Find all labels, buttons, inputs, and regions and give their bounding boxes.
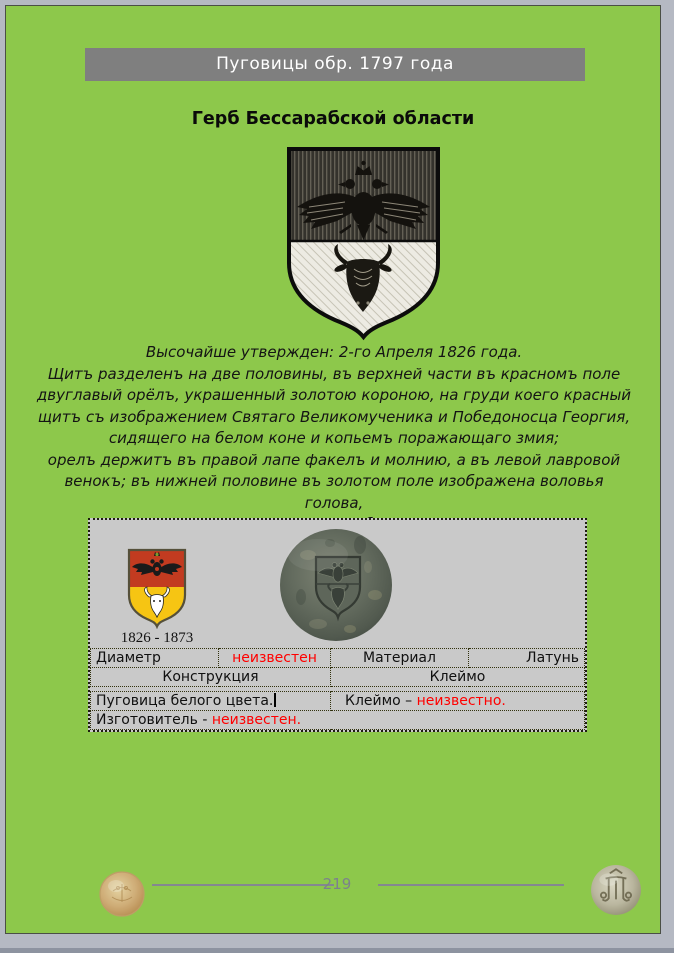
stamp-value-cell xyxy=(331,692,585,711)
material-value: Латунь xyxy=(469,649,585,668)
footer-rule-right xyxy=(378,884,564,886)
table-row xyxy=(91,711,585,730)
button-info-panel xyxy=(88,518,587,732)
production-years: 1826 - 1873 xyxy=(120,630,194,646)
construction-value-cell[interactable] xyxy=(91,692,331,711)
silver-button-photo xyxy=(590,864,642,916)
maker-prefix: Изготовитель - xyxy=(96,712,212,728)
material-label: Материал xyxy=(331,649,469,668)
panel-media-row xyxy=(90,520,585,648)
stamp-value: неизвестно. xyxy=(416,693,506,709)
bessarabia-arms-engraving-icon xyxy=(285,145,442,341)
catalog-page xyxy=(5,5,661,934)
construction-value: Пуговица белого цвета. xyxy=(96,693,274,709)
maker-value: неизвестен. xyxy=(211,712,302,728)
diameter-label: Диаметр xyxy=(91,649,219,668)
table-row xyxy=(91,692,585,711)
stamp-header: Клеймо xyxy=(331,668,585,687)
gold-button-photo xyxy=(99,871,145,917)
section-title: Пуговицы обр. 1797 года xyxy=(216,54,454,74)
section-title-bar xyxy=(85,48,585,81)
stamp-value-prefix: Клеймо – xyxy=(345,693,417,709)
description-line: орелъ держитъ въ правой лапе факелъ и молнию, а въ левой лавровой xyxy=(47,450,621,469)
description-line: щитъ съ изображением Святаго Великомученика и Победоносца Георгия, xyxy=(37,407,631,426)
table-row xyxy=(91,668,585,687)
arms-description xyxy=(34,342,634,536)
spec-table-lower xyxy=(90,691,585,730)
text-cursor xyxy=(274,693,276,707)
construction-header: Конструкция xyxy=(91,668,331,687)
button-photo xyxy=(278,527,394,643)
bessarabia-arms-color-icon xyxy=(126,547,188,629)
window-bottom-edge xyxy=(0,948,674,953)
diameter-value: неизвестен xyxy=(219,649,331,668)
page-number: 219 xyxy=(322,875,352,893)
maker-cell xyxy=(91,711,585,730)
table-row xyxy=(91,649,585,668)
description-line: Высочайше утвержден: 2-го Апреля 1826 года. xyxy=(145,343,523,361)
spec-table-upper xyxy=(90,648,585,687)
description-line: двуглавый орёлъ, украшенный золотою короною, на груди коего красный xyxy=(36,386,632,404)
description-line: венокъ; въ нижней половине въ золотом поле изображена воловья голова, xyxy=(64,472,604,512)
description-line: Щитъ разделенъ на две половины, въ верхней части въ красномъ поле xyxy=(47,364,621,383)
page-title: Герб Бессарабской области xyxy=(191,109,475,129)
description-line: сидящего на белом коне и копьемъ поражающаго змия; xyxy=(108,429,560,447)
